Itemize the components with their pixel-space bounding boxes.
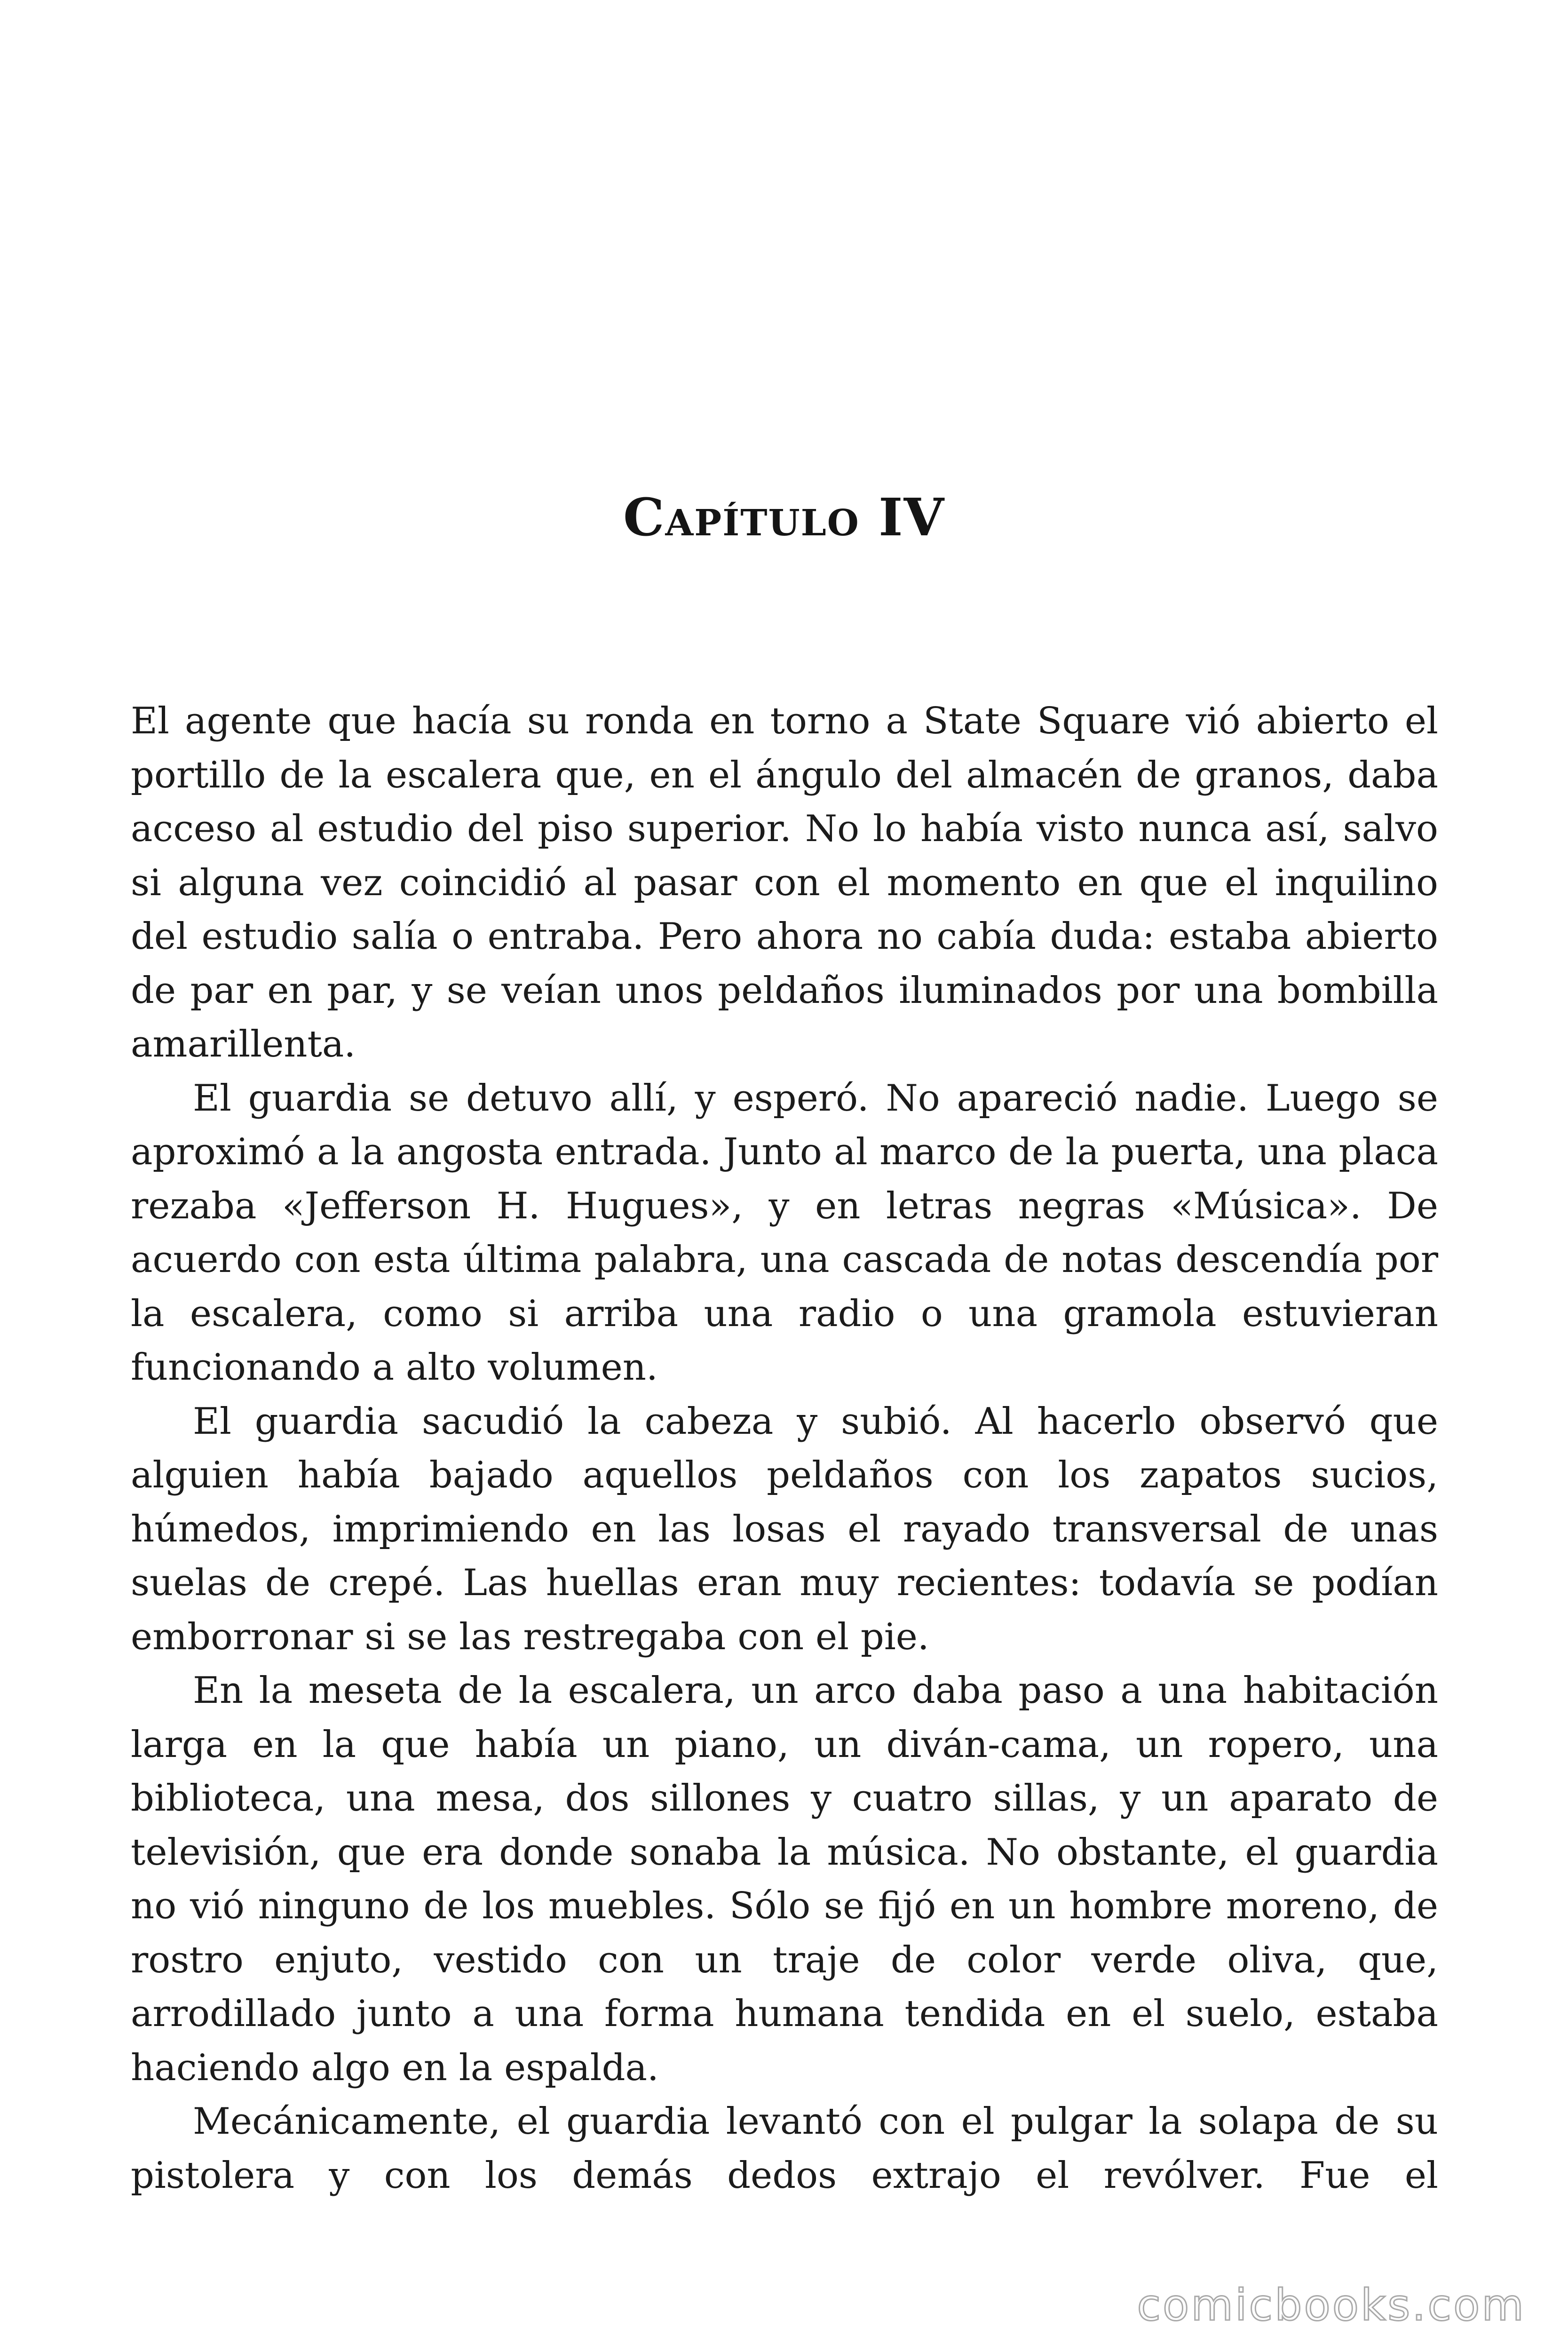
paragraph-5: Mecánicamente, el guardia levantó con el pulgar la solapa de su pistolera y con los demás dedos extrajo el revólver. Fue el (131, 2100, 1438, 2197)
paragraph-1: El agente que hacía su ronda en torno a State Square vió abierto el portillo de la escalera que, en el ángulo del almacén de granos, daba acceso al estudio del piso superior. No lo había visto nunca así, salvo si alguna vez coincidió al pasar con el momento en que el inquilino del estudio salía o entraba. Pero ahora no cabía duda: estaba abierto de par en par, y se veían unos peldaños iluminados por una bombilla amarillenta. (131, 700, 1438, 1065)
chapter-body (131, 694, 1438, 2202)
paragraph-3: El guardia sacudió la cabeza y subió. Al hacerlo observó que alguien había bajado aquellos peldaños con los zapatos sucios, húmedos, imprimiendo en las losas el rayado transversal de unas suelas de crepé. Las huellas eran muy recientes: todavía se podían emborronar si se las restregaba con el pie. (131, 1400, 1438, 1658)
paragraph-4: En la meseta de la escalera, un arco daba paso a una habitación larga en la que había un piano, un diván-cama, un ropero, una biblioteca, una mesa, dos sillones y cuatro sillas, y un aparato de televisión, que era donde sonaba la música. No obstante, el guardia no vió ninguno de los muebles. Sólo se fijó en un hombre moreno, de rostro enjuto, vestido con un traje de color verde oliva, que, arrodillado junto a una forma humana tendida en el suelo, estaba haciendo algo en la espalda. (131, 1669, 1438, 2089)
chapter-title: Capítulo IV (623, 486, 945, 548)
paragraph-2: El guardia se detuvo allí, y esperó. No apareció nadie. Luego se aproximó a la angosta entrada. Junto al marco de la puerta, una placa rezaba «Jefferson H. Hugues», y en letras negras «Música». De acuerdo con esta última palabra, una cascada de notas descendía por la escalera, como si arriba una radio o una gramola estuvieran funcionando a alto volumen. (131, 1077, 1438, 1389)
watermark-logo: comicbooks.com (1137, 2280, 1526, 2330)
